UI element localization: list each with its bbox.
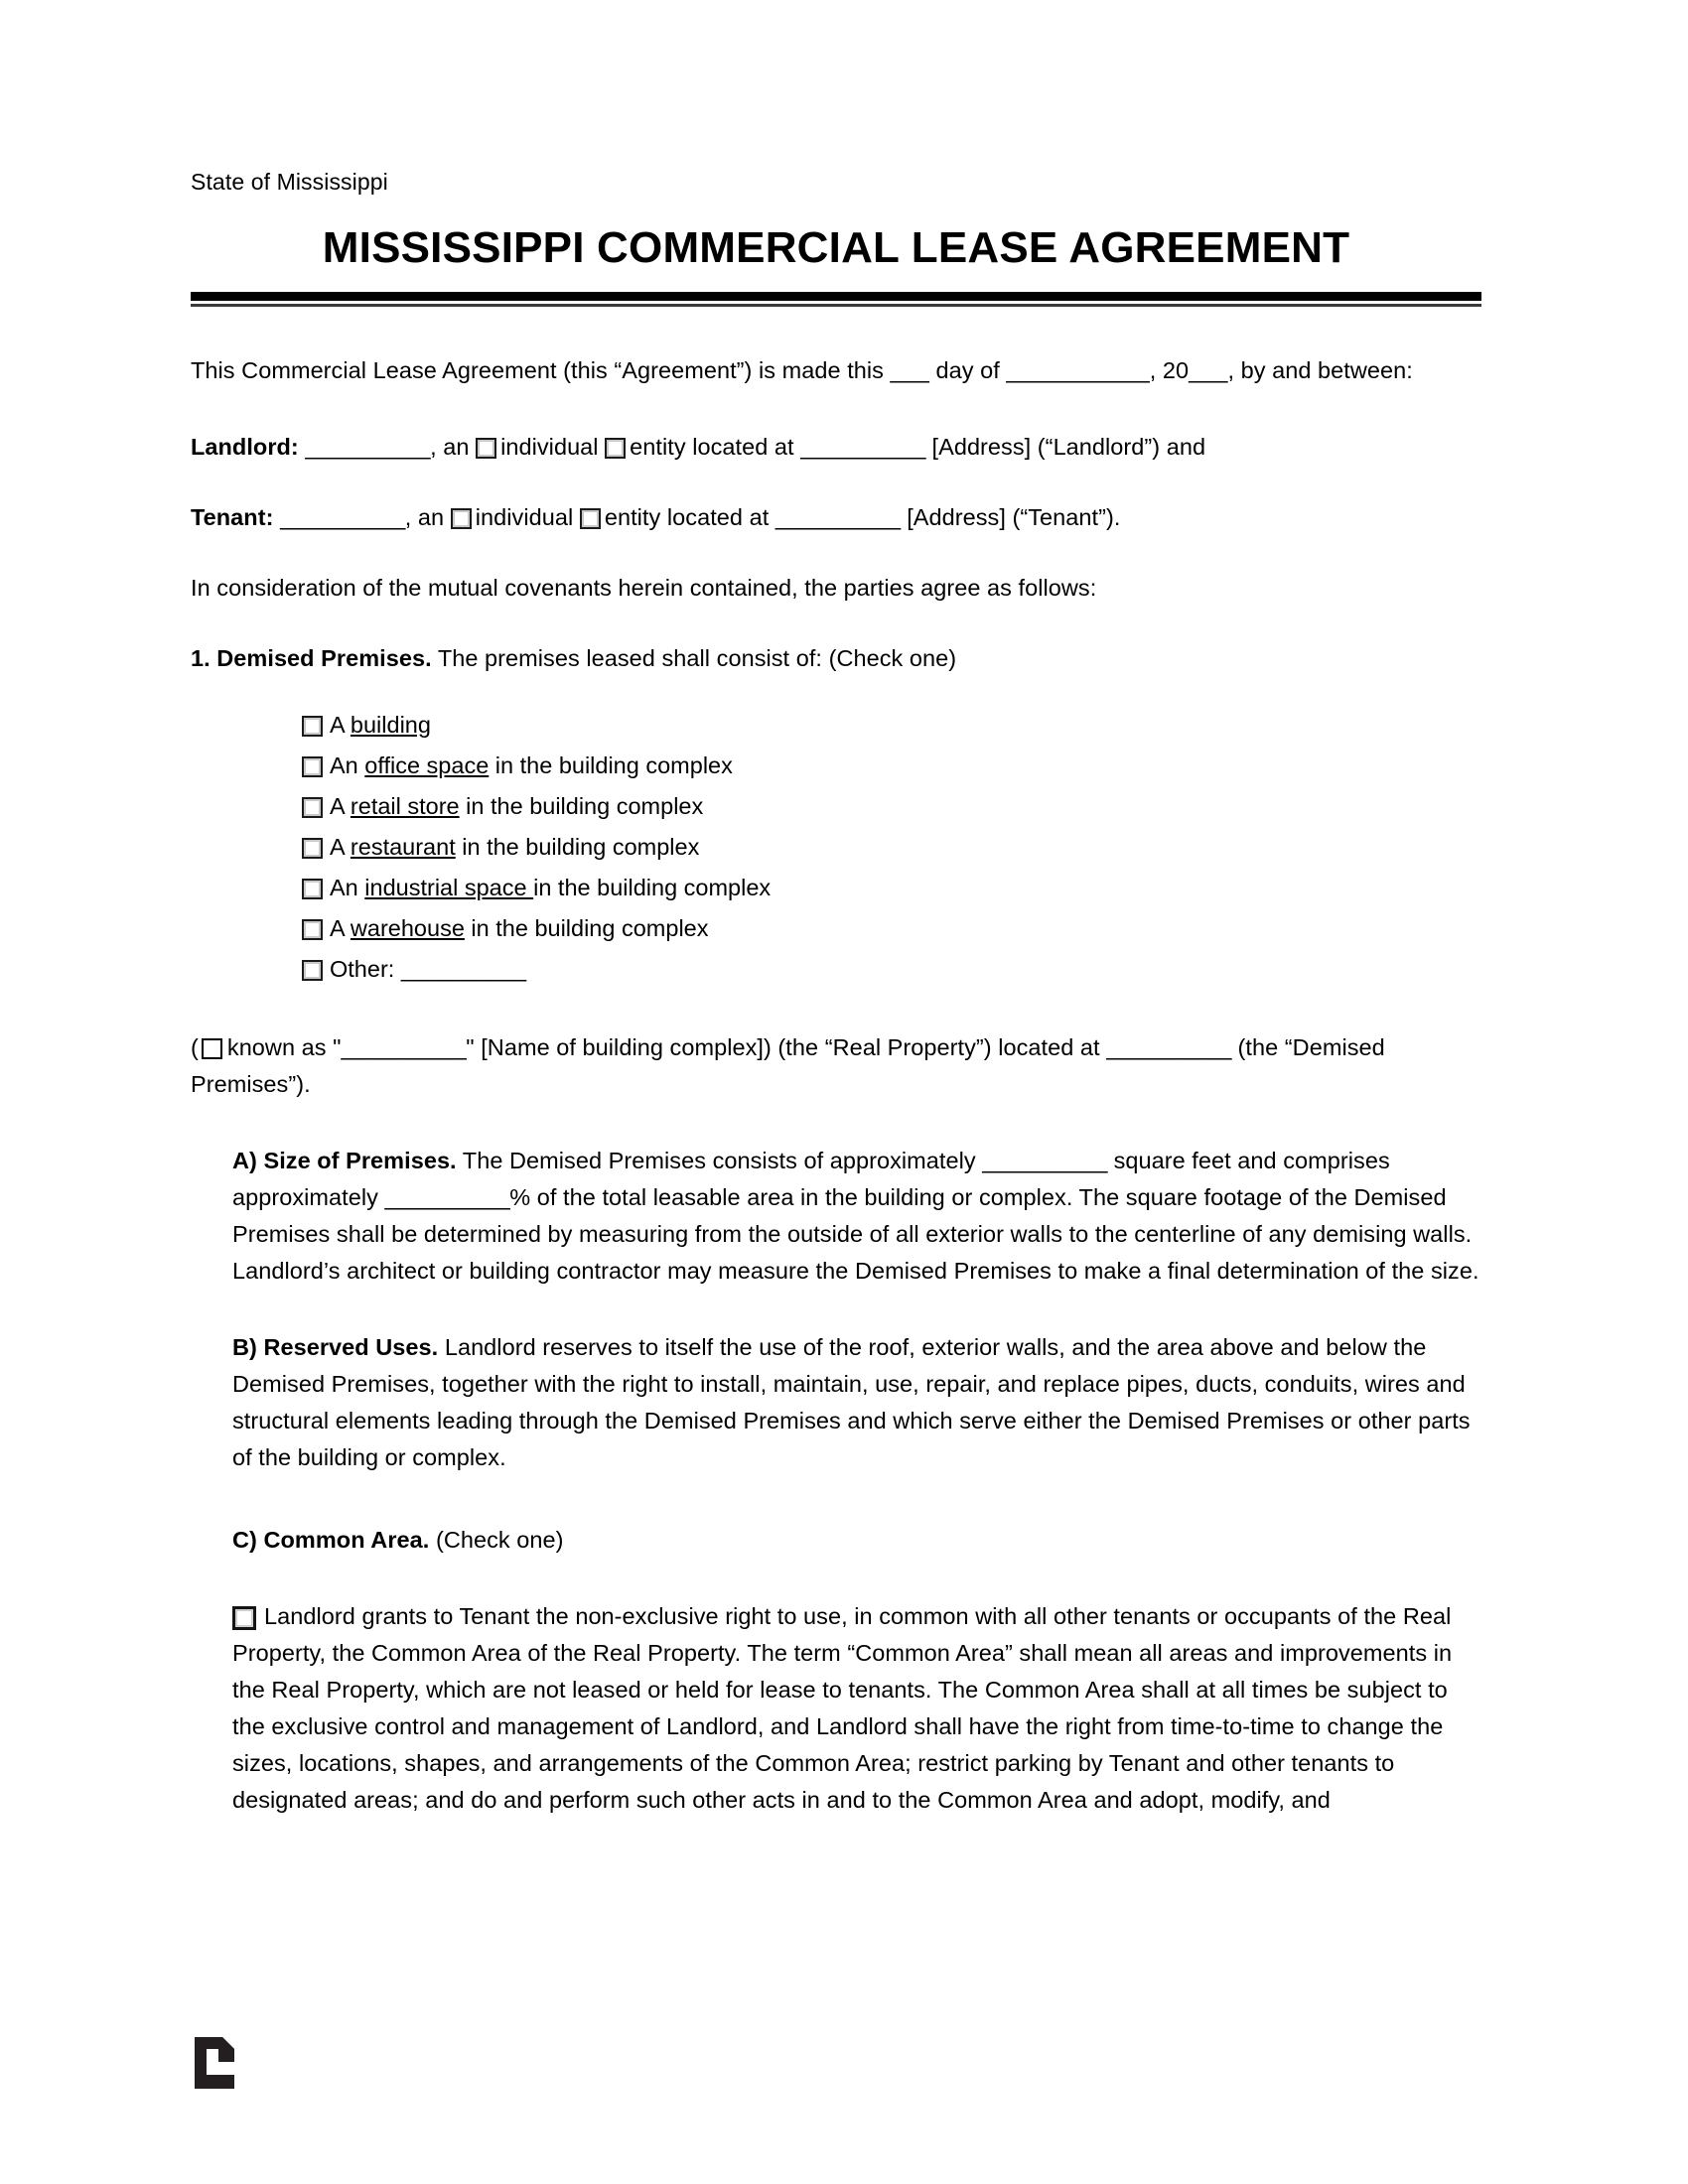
subsection-b-paragraph (232, 1329, 1481, 1476)
subsection-a-text-3: % of the total leasable area in the building or complex. The square footage of the Demised Premises shall be determined by measuring from the outside of all exterior walls to the centerline of any demising walls. Landlord’s architect or building contractor may measure the Demised Premises to make a final determination of the size. (232, 1184, 1479, 1284)
premises-option-retail-store-term: retail store (350, 793, 460, 819)
logo-fold-corner (222, 2037, 234, 2049)
known-as-blank[interactable]: __________ (341, 1034, 467, 1060)
premises-option-industrial-space-term: industrial space (364, 875, 534, 900)
subsection-c (191, 1522, 1481, 1559)
subsection-a-paragraph (232, 1143, 1481, 1290)
premises-option-building-term: building (350, 712, 431, 738)
tenant-entity-checkbox[interactable] (580, 508, 601, 529)
common-area-option-paragraph (232, 1598, 1481, 1819)
landlord-line (191, 429, 1481, 466)
premises-option-list (191, 705, 1481, 990)
premises-option-restaurant-suffix: in the building complex (462, 834, 700, 860)
subsection-c-heading-line (232, 1522, 1481, 1559)
tenant-address-tag: [Address] (“Tenant”). (907, 504, 1121, 530)
premises-option-warehouse-prefix: A (330, 915, 345, 941)
premises-option-building[interactable] (302, 705, 1481, 746)
premises-option-building-prefix: A (330, 712, 345, 738)
landlord-entity-label: entity located at (630, 434, 794, 460)
premises-option-industrial-space-checkbox[interactable] (302, 879, 323, 899)
section-1-lead-in: The premises leased shall consist of: (Check one) (437, 645, 957, 671)
premises-option-warehouse-suffix: in the building complex (471, 915, 709, 941)
section-1-number-title: 1. Demised Premises. (191, 645, 432, 671)
subsection-a-text-1: The Demised Premises consists of approximately (462, 1148, 976, 1173)
title-divider (191, 292, 1481, 307)
subsection-a (191, 1143, 1481, 1290)
landlord-individual-label: individual (500, 434, 599, 460)
premises-option-industrial-space-prefix: An (330, 875, 358, 900)
premises-option-restaurant[interactable] (302, 827, 1481, 868)
premises-option-office-space-term: office space (364, 752, 490, 778)
subsection-a-text-2: square feet and comprises approximately (232, 1148, 1390, 1210)
tenant-name-blank[interactable]: __________ (280, 504, 405, 530)
known-as-checkbox[interactable] (202, 1038, 222, 1059)
common-area-option-text: Landlord grants to Tenant the non-exclusive right to use, in common with all other tenants or occupants of the Real Property, the Common Area of the Real Property. The term “Common Area” shall mean all areas and improvements in the Real Property, which are not leased or held for lease to tenants. The Common Area shall at all times be subject to the exclusive control and management of Landlord, and Landlord shall have the right from time-to-time to change the sizes, locations, shapes, and arrangements of the Common Area; restrict parking by Tenant and other tenants to designated areas; and do and perform such other acts in and to the Common Area and adopt, modify, and (232, 1603, 1453, 1813)
known-as-text-2: " [Name of building complex]) (the “Real Property”) located at (466, 1034, 1100, 1060)
tenant-an-text: , an (404, 504, 445, 530)
premises-option-office-space-suffix: in the building complex (494, 752, 733, 778)
known-as-text-3: (the “Demised Premises”). (191, 1034, 1385, 1097)
known-as-text-1: known as " (226, 1034, 342, 1060)
premises-option-office-space[interactable] (302, 746, 1481, 786)
landlord-individual-checkbox[interactable] (476, 438, 496, 459)
landlord-address-tag: [Address] (“Landlord”) and (931, 434, 1206, 460)
premises-option-restaurant-checkbox[interactable] (302, 838, 323, 859)
intro-paragraph: This Commercial Lease Agreement (this “Agreement”) is made this ___ day of ___________, 20___, by and between: (191, 357, 1413, 383)
consideration-paragraph: In consideration of the mutual covenants herein contained, the parties agree as follows: (191, 575, 1097, 601)
landlord-entity-checkbox[interactable] (605, 438, 626, 459)
premises-option-warehouse[interactable] (302, 908, 1481, 949)
landlord-name-blank[interactable]: __________ (305, 434, 431, 460)
tenant-address-blank[interactable]: __________ (774, 504, 901, 530)
premises-option-office-space-prefix: An (330, 752, 358, 778)
premises-option-industrial-space[interactable] (302, 868, 1481, 908)
subsection-c-heading: C) Common Area. (232, 1527, 430, 1553)
common-area-option (191, 1598, 1481, 1819)
divider-thick-bar (191, 292, 1481, 301)
known-as-open-paren: ( (191, 1034, 199, 1060)
premises-option-retail-store-checkbox[interactable] (302, 797, 323, 818)
premises-option-office-space-checkbox[interactable] (302, 756, 323, 777)
subsection-a-blank-1[interactable]: __________ (982, 1148, 1107, 1173)
known-as-paragraph (191, 1029, 1481, 1103)
logo-mark-icon (195, 2037, 240, 2089)
subsection-a-blank-2[interactable]: __________ (384, 1184, 510, 1210)
premises-option-other-prefix: Other: (330, 956, 395, 982)
premises-option-warehouse-term: warehouse (350, 915, 465, 941)
premises-option-other-blank[interactable]: __________ (400, 956, 526, 982)
premises-option-industrial-space-suffix: in the building complex (533, 875, 772, 900)
landlord-address-blank[interactable]: __________ (800, 434, 925, 460)
premises-option-retail-store[interactable] (302, 786, 1481, 827)
premises-option-other[interactable] (302, 949, 1481, 990)
common-area-checkbox[interactable] (232, 1606, 256, 1630)
premises-option-building-checkbox[interactable] (302, 716, 323, 737)
tenant-entity-label: entity located at (604, 504, 770, 530)
page-title: MISSISSIPPI COMMERCIAL LEASE AGREEMENT (322, 223, 1350, 272)
tenant-individual-label: individual (475, 504, 574, 530)
tenant-individual-checkbox[interactable] (451, 508, 472, 529)
document-content (191, 167, 1481, 1819)
premises-option-retail-store-prefix: A (330, 793, 345, 819)
tenant-label: Tenant: (191, 504, 274, 530)
premises-option-warehouse-checkbox[interactable] (302, 919, 323, 940)
legal-templates-logo (195, 2037, 240, 2089)
subsection-b-text: Landlord reserves to itself the use of the roof, exterior walls, and the area above and below the Demised Premises, together with the right to install, maintain, use, repair, and replace pipes, ducts, conduits, wires and structural elements leading through the Demised Premises and which serve either the Demised Premises or other parts of the building or complex. (232, 1334, 1471, 1470)
tenant-line (191, 499, 1481, 536)
landlord-an-text: , an (430, 434, 470, 460)
subsection-b-heading: B) Reserved Uses. (232, 1334, 439, 1360)
section-1-heading-line (191, 640, 1481, 677)
subsection-b (191, 1329, 1481, 1476)
premises-option-retail-store-suffix: in the building complex (466, 793, 704, 819)
premises-option-other-checkbox[interactable] (302, 960, 323, 981)
subsection-c-check-one: (Check one) (435, 1527, 564, 1553)
subsection-a-heading: A) Size of Premises. (232, 1148, 457, 1173)
premises-option-restaurant-prefix: A (330, 834, 345, 860)
state-line: State of Mississippi (191, 169, 388, 195)
premises-option-restaurant-term: restaurant (350, 834, 456, 860)
landlord-label: Landlord: (191, 434, 299, 460)
known-as-blank-2[interactable]: __________ (1106, 1034, 1231, 1060)
